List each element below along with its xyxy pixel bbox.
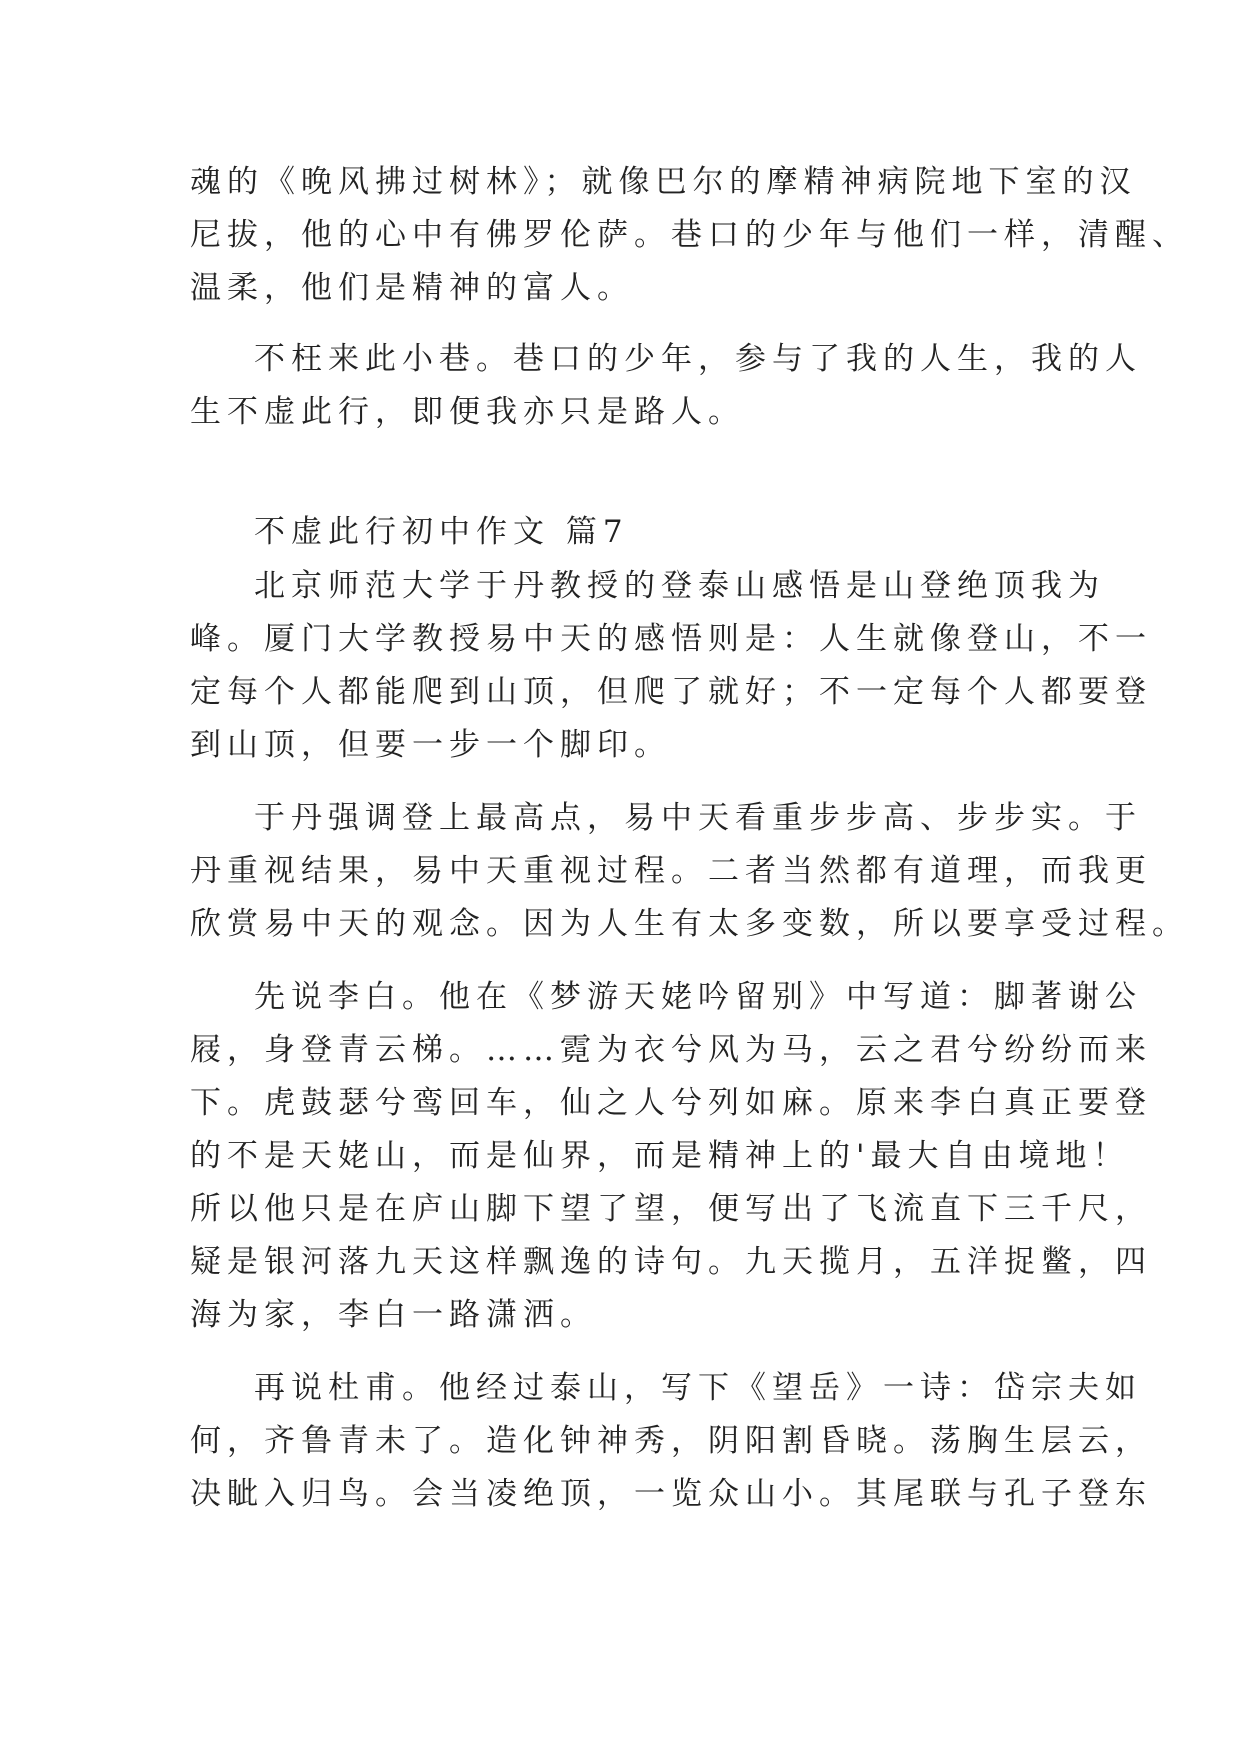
text-line: 欣赏易中天的观念。因为人生有太多变数，所以要享受过程。: [190, 906, 1189, 942]
text-line: 再说杜甫。他经过泰山，写下《望岳》一诗：岱宗夫如: [254, 1370, 1142, 1406]
text-line: 下。虎鼓瑟兮鸾回车，仙之人兮列如麻。原来李白真正要登: [190, 1085, 1152, 1121]
text-line: 尼拔，他的心中有佛罗伦萨。巷口的少年与他们一样，清醒、: [190, 217, 1189, 253]
text-line: 海为家，李白一路潇洒。: [190, 1297, 597, 1333]
text-line: 所以他只是在庐山脚下望了望，便写出了飞流直下三千尺，: [190, 1191, 1152, 1227]
text-line: 屐，身登青云梯。……霓为衣兮风为马，云之君兮纷纷而来: [190, 1032, 1152, 1068]
text-line: 疑是银河落九天这样飘逸的诗句。九天揽月，五洋捉鳖，四: [190, 1244, 1152, 1280]
text-line: 北京师范大学于丹教授的登泰山感悟是山登绝顶我为: [254, 568, 1105, 604]
text-line: 丹重视结果，易中天重视过程。二者当然都有道理，而我更: [190, 853, 1152, 889]
text-line: 于丹强调登上最高点，易中天看重步步高、步步实。于: [254, 800, 1142, 836]
text-line: 不枉来此小巷。巷口的少年，参与了我的人生，我的人: [254, 341, 1142, 377]
text-line: 温柔，他们是精神的富人。: [190, 270, 634, 306]
text-line: 的不是天姥山，而是仙界，而是精神上的'最大自由境地！: [190, 1138, 1130, 1174]
text-line: 定每个人都能爬到山顶，但爬了就好；不一定每个人都要登: [190, 674, 1152, 710]
text-line: 生不虚此行，即便我亦只是路人。: [190, 394, 745, 430]
text-line: 先说李白。他在《梦游天姥吟留别》中写道：脚著谢公: [254, 979, 1142, 1015]
section-heading: 不虚此行初中作文 篇7: [254, 514, 629, 550]
text-line: 何，齐鲁青未了。造化钟神秀，阴阳割昏晓。荡胸生层云，: [190, 1423, 1152, 1459]
text-line: 峰。厦门大学教授易中天的感悟则是：人生就像登山，不一: [190, 621, 1152, 657]
text-line: 到山顶，但要一步一个脚印。: [190, 727, 671, 763]
text-line: 魂的《晚风拂过树林》；就像巴尔的摩精神病院地下室的汉: [190, 164, 1137, 200]
text-line: 决眦入归鸟。会当凌绝顶，一览众山小。其尾联与孔子登东: [190, 1476, 1152, 1512]
